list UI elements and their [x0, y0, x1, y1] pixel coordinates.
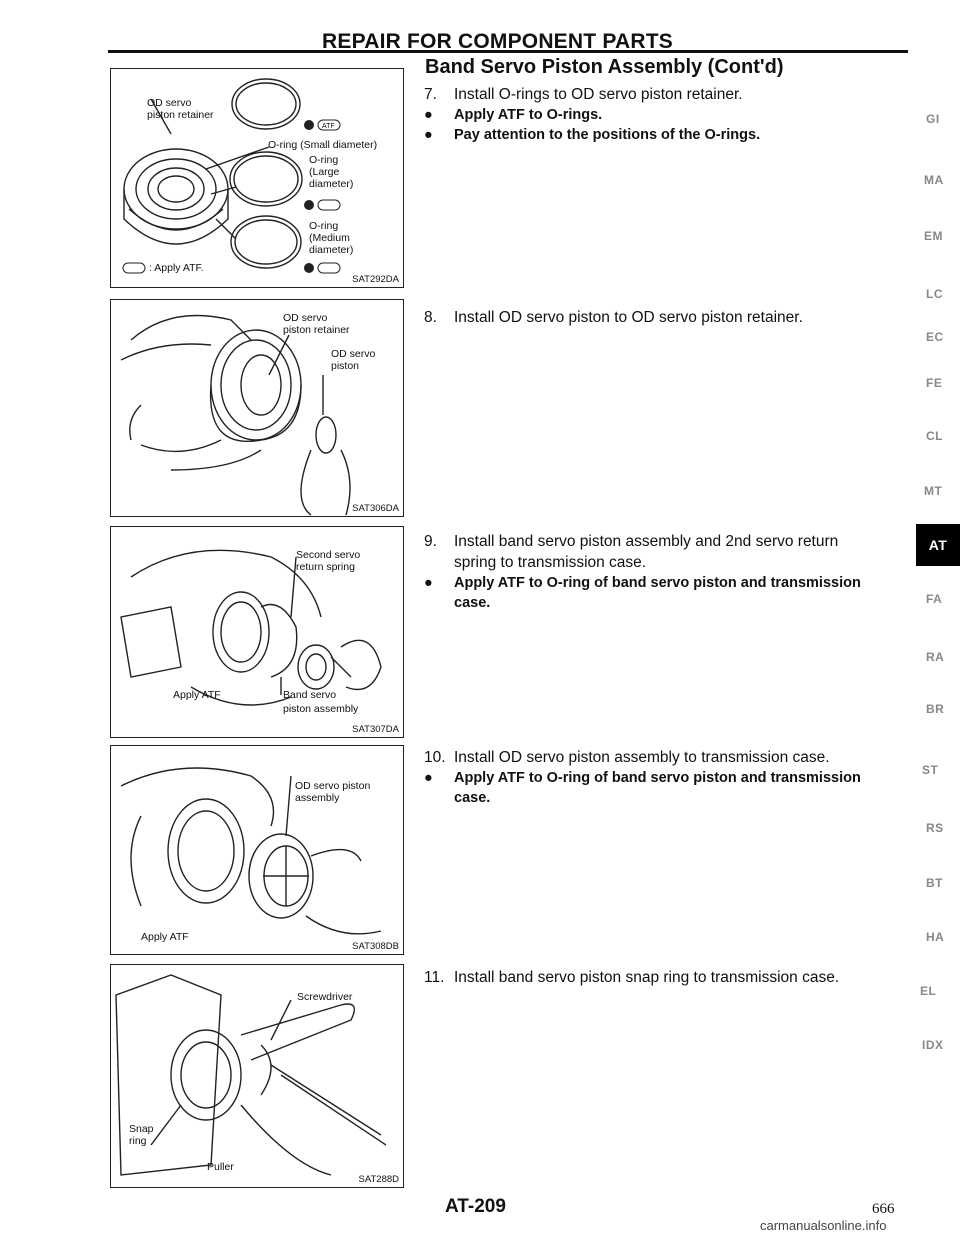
fig1-label-large: (Large [309, 166, 340, 178]
od-piston-illustration [111, 300, 403, 516]
step-bullet: Apply ATF to O-rings. [454, 107, 603, 123]
step-9: 9. Install band servo piston assembly and 2nd servo return spring to transmission case. ● Apply ATF to O-ring of band servo piston and transmission case. [424, 533, 861, 611]
step-number: 8. [424, 309, 437, 326]
fig4-code: SAT308DB [352, 941, 399, 952]
fig4-label-od-servo-piston: OD servo piston [295, 780, 371, 792]
fig5-code: SAT288D [358, 1174, 399, 1185]
step-bullet: Apply ATF to O-ring of band servo piston and transmission [454, 575, 861, 591]
fig1-label-medium-diameter: diameter) [309, 244, 354, 256]
step-bullet: Pay attention to the positions of the O-rings. [454, 127, 761, 143]
od-assembly-illustration [111, 746, 403, 954]
step-10: 10. Install OD servo piston assembly to transmission case. ● Apply ATF to O-ring of band servo piston and transmission case. [424, 749, 861, 806]
side-tab-bt[interactable]: BT [926, 876, 943, 890]
step-number: 10. [424, 749, 446, 766]
fig3-label-apply-atf: Apply ATF [173, 689, 221, 701]
page-subtitle: Band Servo Piston Assembly (Cont'd) [425, 56, 784, 78]
fig3-label-second-servo: Second servo [296, 549, 361, 561]
side-tab-cl[interactable]: CL [926, 429, 943, 443]
figure-od-servo-piston [110, 299, 404, 517]
page-number: 666 [872, 1201, 895, 1217]
figure-od-servo-assembly [110, 745, 404, 955]
side-tab-em[interactable]: EM [924, 229, 943, 243]
fig2-label-piston: piston [331, 360, 360, 372]
figure-band-servo-install [110, 526, 404, 738]
fig2-label-od-servo-2: OD servo [331, 348, 376, 360]
fig1-label-oring-large: O-ring [309, 154, 339, 166]
fig3-code: SAT307DA [352, 724, 399, 735]
header-rule [108, 50, 908, 53]
fig5-label-screwdriver: Screwdriver [297, 991, 353, 1003]
side-tab-ec[interactable]: EC [926, 330, 944, 344]
snap-ring-illustration [111, 965, 403, 1187]
fig3-label-piston-assembly: piston assembly [283, 703, 359, 715]
fig4-label-apply-atf: Apply ATF [141, 931, 189, 943]
side-tab-idx[interactable]: IDX [922, 1038, 944, 1052]
side-tab-gi[interactable]: GI [926, 112, 940, 126]
step-text: Install OD servo piston assembly to transmission case. [454, 749, 830, 766]
fig3-label-band-servo: Band servo [283, 689, 337, 701]
fig1-label-apply-atf: : Apply ATF. [149, 262, 204, 274]
fig1-label-oring-small: O-ring (Small diameter) [268, 139, 378, 151]
fig1-label-piston-retainer: piston retainer [147, 109, 214, 121]
figure-o-rings [110, 68, 404, 288]
step-text: Install OD servo piston to OD servo piston retainer. [454, 309, 803, 326]
side-tab-fe[interactable]: FE [926, 376, 943, 390]
fig1-label-medium: (Medium [309, 232, 350, 244]
fig2-label-od-servo: OD servo [283, 312, 328, 324]
step-text: Install O-rings to OD servo piston retainer. [454, 86, 743, 103]
step-bullet: case. [454, 595, 491, 611]
side-tab-br[interactable]: BR [926, 702, 945, 716]
page-code: AT-209 [445, 1196, 506, 1217]
side-tab-ha[interactable]: HA [926, 930, 945, 944]
step-text: spring to transmission case. [454, 554, 647, 571]
side-tab-ma[interactable]: MA [924, 173, 944, 187]
fig5-label-snap: Snap [129, 1123, 154, 1135]
side-tab-rs[interactable]: RS [926, 821, 944, 835]
step-number: 11. [424, 969, 445, 986]
fig5-label-ring: ring [129, 1135, 147, 1147]
section-title: REPAIR FOR COMPONENT PARTS [322, 30, 673, 53]
step-number: 9. [424, 533, 437, 550]
step-bullet: case. [454, 790, 491, 806]
step-bullet: Apply ATF to O-ring of band servo piston and transmission [454, 770, 861, 786]
side-tab-st[interactable]: ST [922, 763, 939, 777]
step-11 [424, 967, 904, 988]
side-tab-mt[interactable]: MT [924, 484, 943, 498]
fig1-label-oring-medium: O-ring [309, 220, 339, 232]
fig1-label-large-diameter: diameter) [309, 178, 354, 190]
side-tab-ra[interactable]: RA [926, 650, 945, 664]
step-text: Install band servo piston assembly and 2nd servo return [454, 533, 839, 550]
fig2-label-piston-retainer: piston retainer [283, 324, 350, 336]
watermark: carmanualsonline.info [760, 1218, 887, 1233]
fig2-code: SAT306DA [352, 503, 399, 514]
side-tab-fa[interactable]: FA [926, 592, 943, 606]
step-number: 7. [424, 86, 437, 103]
figure-snap-ring [110, 964, 404, 1188]
fig1-code: SAT292DA [352, 274, 399, 285]
fig4-label-assembly: assembly [295, 792, 340, 804]
side-tab-lc[interactable]: LC [926, 287, 943, 301]
step-7: 7. Install O-rings to OD servo piston retainer. ● Apply ATF to O-rings. ● Pay attention to the positions of the O-rings. [424, 86, 761, 143]
fig5-label-puller: Puller [207, 1161, 234, 1173]
side-tab-at-active[interactable]: AT [916, 524, 960, 566]
step-8 [424, 307, 904, 328]
fig1-label-od-servo: OD servo [147, 97, 192, 109]
step-text: Install band servo piston snap ring to transmission case. [454, 969, 840, 986]
side-tab-el[interactable]: EL [920, 984, 937, 998]
fig3-label-return-spring: return spring [296, 561, 355, 573]
fig1-atf-symbol: ATF [322, 123, 335, 130]
